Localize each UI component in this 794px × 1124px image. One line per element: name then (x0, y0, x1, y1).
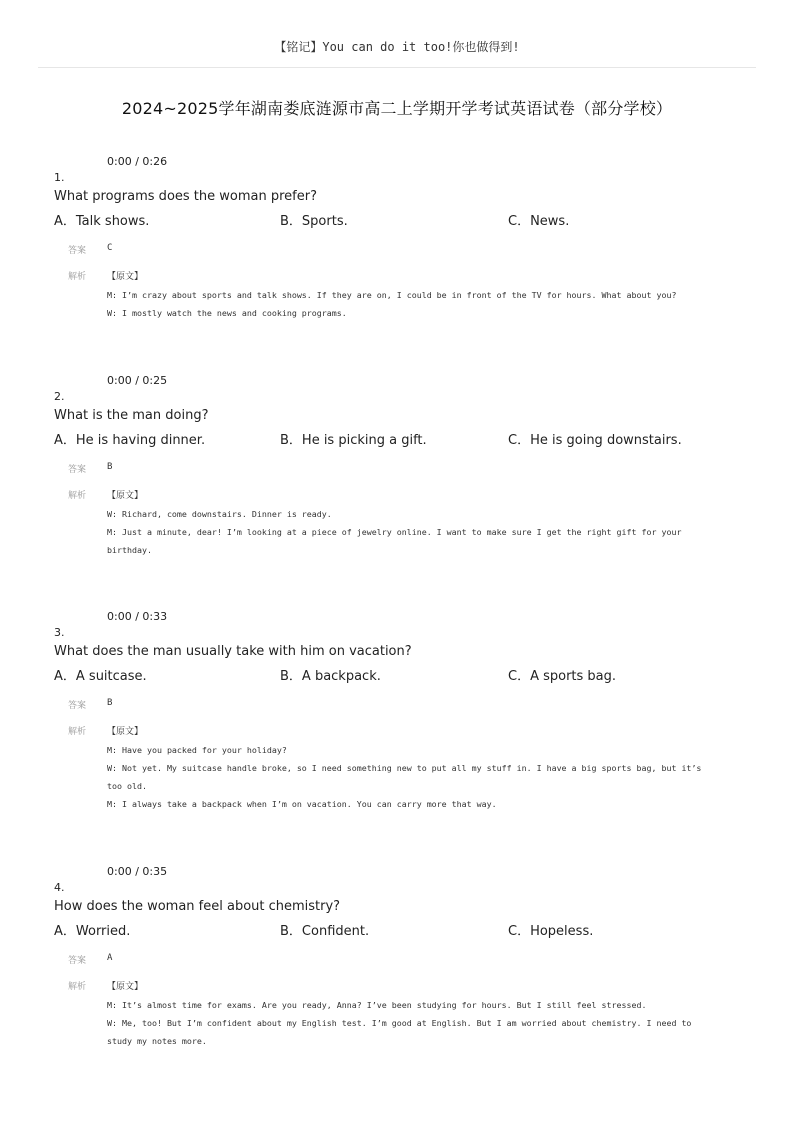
transcript-line: M: It’s almost time for exams. Are you ready, Anna? I’ve been studying for hours. But I still feel stressed. (107, 1000, 647, 1010)
question-number: 2. (54, 390, 65, 403)
answer-label: 答案 (68, 246, 87, 256)
transcript-line: W: Not yet. My suitcase handle broke, so I need something new to put all my stuff in. I have a big sports bag, but it’s too old. (107, 763, 707, 791)
transcript (107, 286, 719, 322)
option-c[interactable]: C．He is going downstairs. (508, 433, 682, 448)
question-number: 4. (54, 881, 65, 894)
option-b[interactable]: B．He is picking a gift. (280, 433, 427, 448)
answer-value: B (107, 698, 113, 708)
audio-player-time[interactable]: 0:00 / 0:25 (107, 374, 168, 387)
original-text-heading: 【原文】 (107, 272, 144, 282)
answer-label: 答案 (68, 956, 87, 966)
audio-player-time[interactable]: 0:00 / 0:33 (107, 610, 168, 623)
option-a[interactable]: A．Worried. (54, 924, 131, 939)
question-text: How does the woman feel about chemistry? (54, 899, 341, 914)
audio-player-time[interactable]: 0:00 / 0:35 (107, 865, 168, 878)
question-text: What is the man doing? (54, 408, 209, 423)
transcript (107, 505, 719, 559)
transcript-line: M: I’m crazy about sports and talk shows. If they are on, I could be in front of the TV for hours. What about you? (107, 290, 677, 300)
page-header-motto: 【铭记】You can do it too!你也做得到! (274, 40, 520, 54)
option-c[interactable]: C．A sports bag. (508, 669, 617, 684)
transcript-line: M: I always take a backpack when I’m on vacation. You can carry more that way. (107, 799, 497, 809)
explanation-label: 解析 (68, 727, 87, 737)
question-number: 1. (54, 171, 65, 184)
explanation-label: 解析 (68, 982, 87, 992)
question-4 (0, 865, 794, 1065)
question-number: 3. (54, 626, 65, 639)
question-1 (0, 155, 794, 355)
transcript-line: M: Have you packed for your holiday? (107, 745, 287, 755)
option-c[interactable]: C．Hopeless. (508, 924, 594, 939)
explanation-label: 解析 (68, 272, 87, 282)
exam-title: 2024~2025学年湖南娄底涟源市高二上学期开学考试英语试卷（部分学校） (121, 99, 673, 118)
answer-label: 答案 (68, 465, 87, 475)
original-text-heading: 【原文】 (107, 491, 144, 501)
header-divider (38, 67, 756, 68)
transcript-line: W: Richard, come downstairs. Dinner is ready. (107, 509, 332, 519)
transcript-line: M: Just a minute, dear! I’m looking at a piece of jewelry online. I want to make sure I get the right gift for your birthday. (107, 527, 687, 555)
explanation-label: 解析 (68, 491, 87, 501)
option-b[interactable]: B．Sports. (280, 214, 348, 229)
question-text: What does the man usually take with him on vacation? (54, 644, 412, 659)
option-c[interactable]: C．News. (508, 214, 570, 229)
answer-label: 答案 (68, 701, 87, 711)
answer-value: B (107, 462, 113, 472)
answer-value: A (107, 953, 113, 963)
option-a[interactable]: A．A suitcase. (54, 669, 147, 684)
question-3 (0, 610, 794, 810)
question-text: What programs does the woman prefer? (54, 189, 317, 204)
transcript-line: W: I mostly watch the news and cooking programs. (107, 308, 347, 318)
question-2 (0, 374, 794, 574)
transcript (107, 996, 719, 1050)
option-b[interactable]: B．Confident. (280, 924, 370, 939)
option-a[interactable]: A．Talk shows. (54, 214, 150, 229)
audio-player-time[interactable]: 0:00 / 0:26 (107, 155, 168, 168)
answer-value: C (107, 243, 113, 253)
transcript (107, 741, 719, 813)
transcript-line: W: Me, too! But I’m confident about my English test. I’m good at English. But I am worried about chemistry. I need to study my notes more. (107, 1018, 697, 1046)
original-text-heading: 【原文】 (107, 727, 144, 737)
option-b[interactable]: B．A backpack. (280, 669, 381, 684)
option-a[interactable]: A．He is having dinner. (54, 433, 206, 448)
original-text-heading: 【原文】 (107, 982, 144, 992)
